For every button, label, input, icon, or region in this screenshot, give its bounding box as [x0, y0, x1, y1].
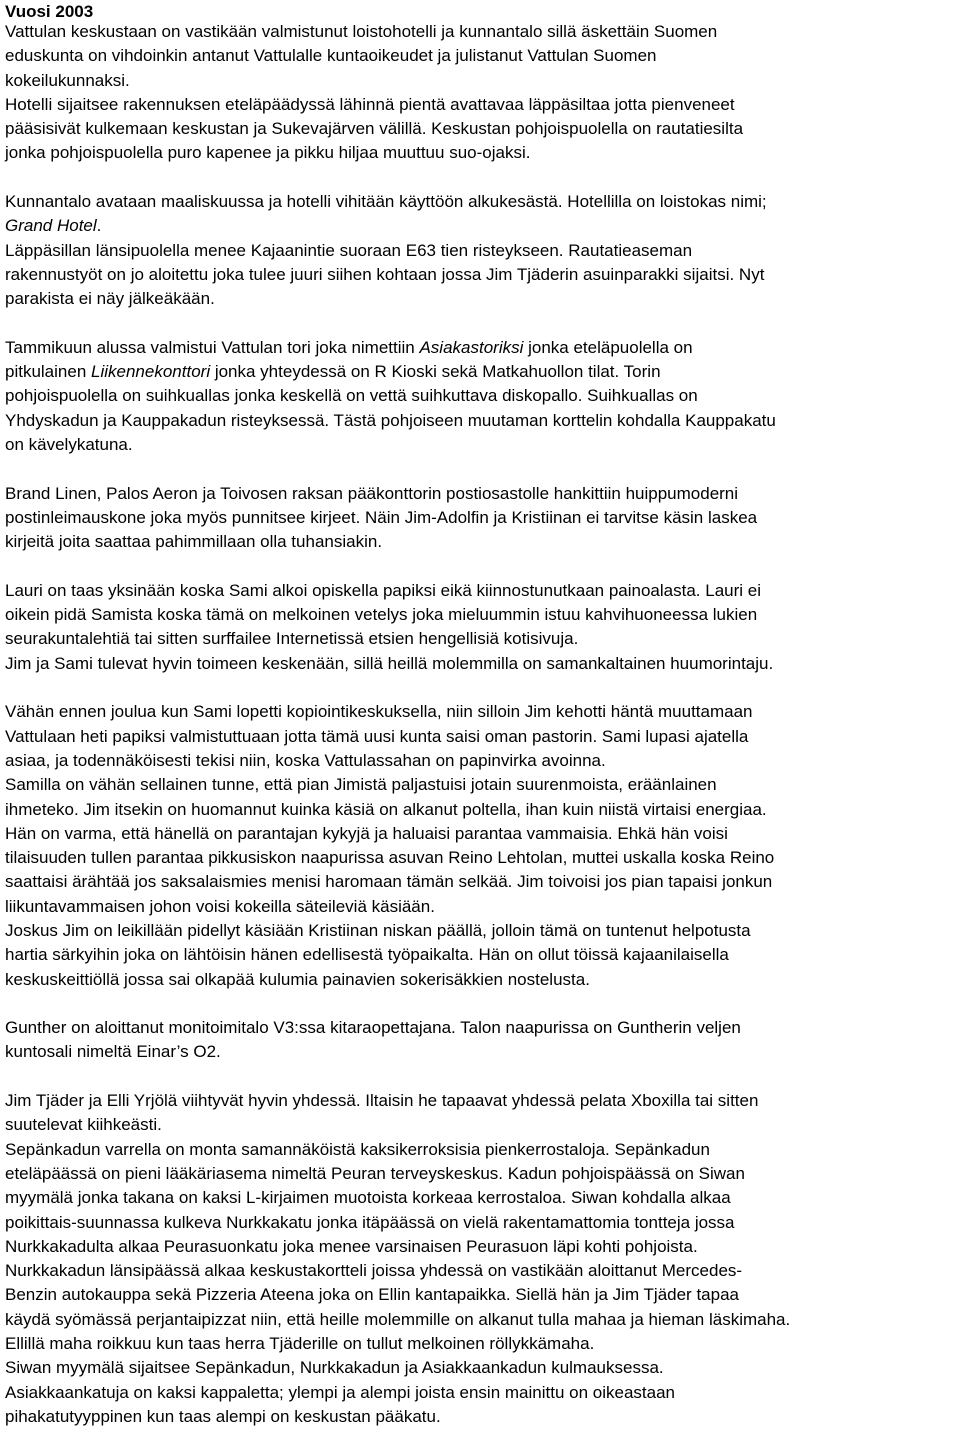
paragraph-gap [5, 457, 955, 481]
text-line: Jim Tjäder ja Elli Yrjölä viihtyvät hyvin yhdessä. Iltaisin he tapaavat yhdessä pelata Xboxilla tai sitten [5, 1091, 759, 1111]
text-line [5, 360, 955, 384]
italic-text: Asiakastoriksi [419, 337, 524, 357]
text-span: Tammikuun alussa valmistui Vattulan tori joka nimettiin [5, 337, 420, 357]
text-span: pitkulainen [5, 362, 92, 382]
text-line: poikittais-suunnassa kulkeva Nurkkakatu jonka itäpäässä on vielä rakentamattomia tontteja jossa [5, 1212, 735, 1232]
text-line: rakennustyöt on jo aloitettu joka tulee juuri siihen kohtaan jossa Jim Tjäderin asuinparakki sijaitsi. Nyt [5, 264, 765, 284]
text-line: Ellillä maha roikkuu kun taas herra Tjäderille on tullut melkoinen röllykkämaha. [5, 1334, 595, 1354]
italic-text: Liikennekonttori [91, 362, 211, 382]
text-line: liikuntavammaisen johon voisi kokeilla säteileviä käsiään. [5, 896, 435, 916]
text-line: kuntosali nimeltä Einar’s O2. [5, 1042, 221, 1062]
text-line: Vattulan keskustaan on vastikään valmistunut loistohotelli ja kunnantalo sillä äskettäin Suomen [5, 22, 718, 41]
text-line: Gunther on aloittanut monitoimitalo V3:ssa kitaraopettajana. Talon naapurissa on Guntherin veljen [5, 1018, 741, 1038]
text-line: myymälä jonka takana on kaksi L-kirjaimen muotoista korkeaa kerrostaloa. Siwan kohdalla alkaa [5, 1188, 731, 1208]
text-line: Hän on varma, että hänellä on parantajan kykyjä ja haluaisi parantaa vammaisia. Ehkä hän voisi [5, 823, 728, 843]
text-line: Asiakkaankatuja on kaksi kappaletta; ylempi ja alempi joista ensin mainittu on oikeastaan [5, 1382, 675, 1402]
document-title: Vuosi 2003 [5, 2, 94, 21]
text-line: oikein pidä Samista koska tämä on melkoinen vetelys joka mieluummin istuu kahvihuoneessa lukien [5, 605, 758, 625]
text-line: pääsisivät kulkemaan keskustan ja Sukevajärven välillä. Keskustan pohjoispuolella on rautatiesilta [5, 119, 744, 139]
text-line: Vattulaan heti papiksi valmistuttuaan jotta tämä uusi kunta saisi oman pastorin. Sami lupasi ajatella [5, 726, 749, 746]
text-span: jonka yhteydessä on R Kioski sekä Matkahuollon tilat. Torin [210, 362, 661, 382]
text-line: Kunnantalo avataan maaliskuussa ja hotelli vihitään käyttöön alkukesästä. Hotellilla on loistokas nimi; [5, 192, 767, 212]
text-line: pihakatutyyppinen kun taas alempi on keskustan pääkatu. [5, 1406, 441, 1426]
text-line: Sepänkadun varrella on monta samannäköistä kaksikerroksisia pienkerrostaloja. Sepänkadun [5, 1139, 710, 1159]
text-line: saattaisi ärähtää jos saksalaismies menisi haromaan tämän selkää. Jim toivoisi jos pian tapaisi jonkun [5, 872, 773, 892]
text-line: seurakuntalehtiä tai sitten surffailee Internetissä etsien hengellisiä kotisivuja. [5, 629, 579, 649]
text-line: tilaisuuden tullen parantaa pikkusiskon naapurissa asuvan Reino Lehtolan, muttei uskalla koska Reino [5, 848, 775, 868]
paragraph-gap [5, 166, 955, 190]
text-line: Läppäsillan länsipuolella menee Kajaanintie suoraan E63 tien risteykseen. Rautatieaseman [5, 240, 693, 260]
text-line: Joskus Jim on leikillään pidellyt käsiään Kristiinan niskan päällä, jolloin tämä on tuntenut helpotusta [5, 920, 751, 940]
text-line: Yhdyskadun ja Kauppakadun risteyksessä. Tästä pohjoiseen muutaman korttelin kohdalla Kauppakatu [5, 410, 776, 430]
text-line: postinleimauskone joka myös punnitsee kirjeet. Näin Jim-Adolfin ja Kristiinan ei tarvitse käsin laskea [5, 507, 758, 527]
text-line [5, 214, 955, 238]
text-line: jonka pohjoispuolella puro kapenee ja pikku hiljaa muuttuu suo-ojaksi. [5, 143, 531, 163]
text-line: ihmeteko. Jim itsekin on huomannut kuinka käsiä on alkanut poltella, ihan kuin niistä virtaisi energiaa. [5, 799, 767, 819]
text-line: Brand Linen, Palos Aeron ja Toivosen raksan pääkonttorin postiosastolle hankittiin huippumoderni [5, 483, 739, 503]
text-line: Vähän ennen joulua kun Sami lopetti kopiointikeskuksella, niin silloin Jim kehotti häntä muuttamaan [5, 702, 753, 722]
text-line: kirjeitä joita saattaa pahimmillaan olla tuhansiakin. [5, 532, 383, 552]
text-line: keskuskeittiöllä jossa sai olkapää kulumia painavien sokerisäkkien nostelusta. [5, 969, 590, 989]
paragraph-gap [5, 555, 955, 579]
paragraph-gap [5, 312, 955, 336]
text-line: Samilla on vähän sellainen tunne, että pian Jimistä paljastuisi jotain suurenmoista, eräänlainen [5, 775, 717, 795]
text-line: eteläpäässä on pieni lääkäriasema nimeltä Peuran terveyskeskus. Kadun pohjoispäässä on Siwan [5, 1163, 745, 1183]
paragraph-gap [5, 1065, 955, 1089]
text-line: on kävelykatuna. [5, 435, 133, 455]
text-line: Nurkkakadun länsipäässä alkaa keskustakortteli joissa yhdessä on vastikään aloittanut Mercedes- [5, 1261, 743, 1281]
text-line: käydä syömässä perjantaipizzat niin, että heille molemmille on alkanut tulla mahaa ja hieman läskimaha. [5, 1309, 791, 1329]
document-body [5, 20, 955, 1429]
text-line [5, 336, 955, 360]
text-span: jonka eteläpuolella on [523, 337, 693, 357]
italic-text: Grand Hotel [5, 216, 97, 236]
text-line: asiaa, ja todennäköisesti tekisi niin, koska Vattulassahan on papinvirka avoinna. [5, 750, 606, 770]
text-line: Nurkkakadulta alkaa Peurasuonkatu joka menee varsinaisen Peurasuon läpi kohti pohjoista. [5, 1236, 698, 1256]
text-line: pohjoispuolella on suihkuallas jonka keskellä on vettä suihkuttava diskopallo. Suihkuallas on [5, 386, 698, 406]
text-line: Jim ja Sami tulevat hyvin toimeen keskenään, sillä heillä molemmilla on samankaltainen huumorintaju. [5, 653, 774, 673]
text-line: Siwan myymälä sijaitsee Sepänkadun, Nurkkakadun ja Asiakkaankadun kulmauksessa. [5, 1358, 664, 1378]
text-line: Lauri on taas yksinään koska Sami alkoi opiskella papiksi eikä kiinnostunutkaan painoalasta. Lauri ei [5, 580, 762, 600]
text-line: eduskunta on vihdoinkin antanut Vattulalle kuntaoikeudet ja julistanut Vattulan Suomen [5, 46, 657, 66]
text-line: suutelevat kiihkeästi. [5, 1115, 162, 1135]
text-line: Hotelli sijaitsee rakennuksen eteläpäädyssä lähinnä pientä avattavaa läppäsiltaa jotta pienveneet [5, 94, 735, 114]
text-line: Benzin autokauppa sekä Pizzeria Ateena joka on Ellin kantapaikka. Siellä hän ja Jim Tjäder tapaa [5, 1285, 739, 1305]
text-line: hartia särkyihin joka on lähtöisin hänen edellisestä työpaikalta. Hän on ollut töissä kajaanilaisella [5, 945, 729, 965]
text-span: . [96, 216, 102, 236]
paragraph-gap [5, 992, 955, 1016]
text-line: kokeilukunnaksi. [5, 70, 130, 90]
paragraph-gap [5, 676, 955, 700]
text-line: parakista ei näy jälkeäkään. [5, 289, 215, 309]
